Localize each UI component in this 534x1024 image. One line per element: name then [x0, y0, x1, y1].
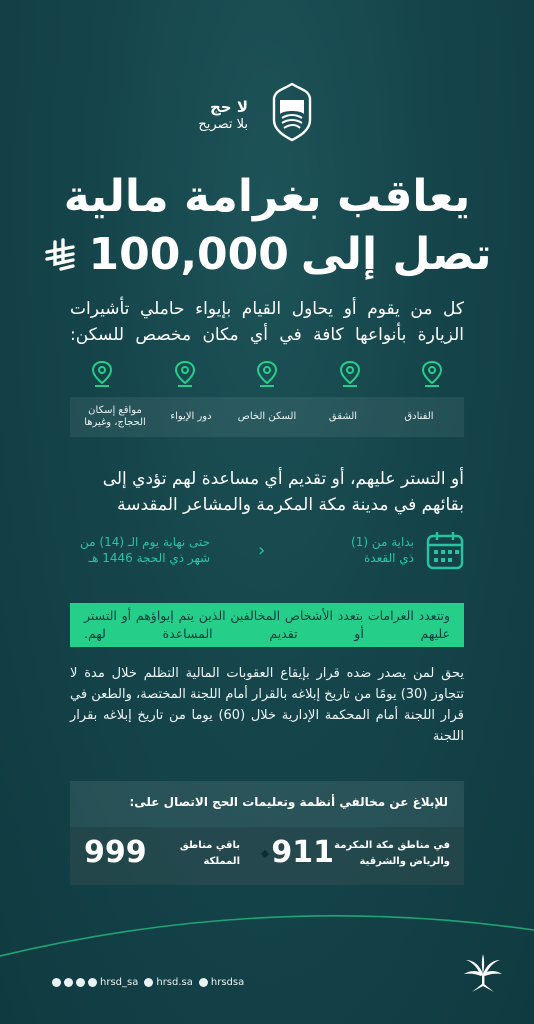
region-label-major-line-2: والرياض والشرقية — [359, 856, 450, 867]
snapchat-icon[interactable] — [64, 978, 73, 987]
date-end-line-1: حتى نهاية يوم الـ (14) من — [80, 535, 211, 549]
youtube-icon[interactable] — [199, 978, 208, 987]
headline-reach-text: تصل إلى — [300, 229, 492, 280]
region-label-other-line-2: المملكة — [203, 856, 240, 867]
riyal-icon — [43, 238, 77, 272]
ministry-logo-icon — [460, 950, 506, 996]
handle-hrsdsa[interactable]: hrsdsa — [210, 977, 245, 988]
region-label-major — [334, 838, 450, 870]
region-label-other — [180, 838, 240, 870]
contact-numbers — [70, 827, 464, 885]
date-start — [351, 534, 414, 566]
region-label-other-line-1: باقي مناطق — [179, 840, 240, 851]
headline-line-1: يعاقب بغرامة مالية — [63, 171, 471, 222]
chevron-left-icon: ‹ — [258, 540, 266, 561]
location-pin-icon — [338, 360, 362, 388]
place-apartments: الشقق — [328, 411, 358, 422]
social-group-2 — [144, 977, 193, 988]
contact-title: للإبلاغ عن مخالفي أنظمة وتعليمات الحج الاتصال على: — [129, 795, 448, 809]
region-label-major-line-1: في مناطق مكة المكرمة — [334, 840, 450, 851]
social-group-1 — [52, 977, 138, 988]
places-list — [70, 397, 464, 437]
fine-amount: 100,000 — [88, 229, 289, 280]
calendar-icon — [426, 530, 464, 570]
report-contact-box — [70, 781, 464, 885]
date-end-line-2: شهر ذي الحجة 1446 هـ — [88, 551, 211, 565]
logo-text — [198, 98, 248, 133]
x-icon[interactable] — [52, 978, 61, 987]
no-hajj-without-permit-logo — [268, 80, 316, 142]
appeal-paragraph: يحق لمن يصدر ضده قرار بإيقاع العقوبات المالية التظلم خلال مدة لا تتجاوز (30) يومًا من تاريخ إبلاغه بالقرار أمام اللجنة المختصة، والطعن في قرار اللجنة أمام المحكمة الإدارية خلال (60) يوما من تاريخ إبلاغه بقرار اللجنة — [70, 666, 464, 744]
headline — [40, 168, 494, 284]
multiple-fines-note: وتتعدد الغرامات بتعدد الأشخاص المخالفين الذين يتم إيواؤهم أو التستر عليهم أو تقديم المساعدة لهم. — [70, 603, 464, 647]
phone-911[interactable]: 911 — [271, 835, 334, 870]
facebook-icon[interactable] — [76, 978, 85, 987]
location-pin-icon — [255, 360, 279, 388]
concealment-paragraph: أو التستر عليهم، أو تقديم أي مساعدة لهم تؤدي إلى بقائهم في مدينة مكة المكرمة والمشاعر المقدسة — [102, 469, 464, 515]
date-range — [70, 526, 464, 576]
phone-999[interactable]: 999 — [84, 835, 147, 870]
headline-line-2 — [40, 226, 494, 284]
place-hotels: الفنادق — [404, 411, 434, 422]
social-footer — [52, 977, 244, 988]
logo-line-1: لا حج — [209, 98, 248, 116]
place-pilgrim-housing: مواقع إسكان الحجاج، وغيرها — [84, 405, 146, 428]
location-pin-icon — [90, 360, 114, 388]
date-start-line-2: ذي القعدة — [364, 551, 414, 565]
handle-hrsd-dot-sa[interactable]: hrsd.sa — [156, 977, 193, 988]
location-pin-icon — [173, 360, 197, 388]
intro-paragraph: كل من يقوم أو يحاول القيام بإيواء حاملي تأشيرات الزيارة بأنواعها كافة في أي مكان مخصص للسكن: — [70, 299, 464, 345]
social-group-3 — [199, 977, 244, 988]
tiktok-icon[interactable] — [144, 978, 153, 987]
place-private-housing: السكن الخاص — [237, 411, 297, 422]
location-pin-icon — [420, 360, 444, 388]
logo-line-2: بلا تصريح — [198, 117, 248, 132]
decorative-curve — [0, 900, 534, 960]
handle-hrsd-sa[interactable]: hrsd_sa — [100, 977, 139, 988]
instagram-icon[interactable] — [88, 978, 97, 987]
places-pins — [70, 360, 464, 390]
date-end — [80, 534, 210, 566]
date-start-line-1: بداية من (1) — [351, 535, 414, 549]
separator-diamond — [261, 850, 269, 858]
place-shelters: دور الإيواء — [170, 411, 212, 422]
